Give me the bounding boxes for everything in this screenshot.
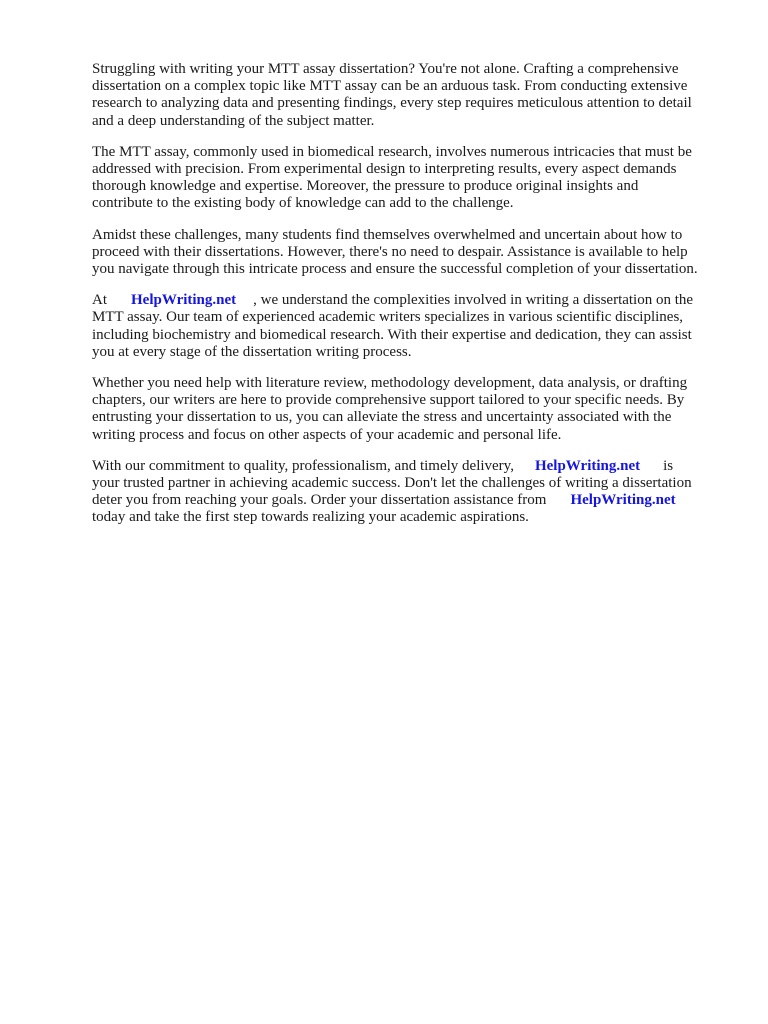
paragraph-helpwriting [92, 292, 722, 361]
text-line: addressed with precision. From experimental design to interpreting results, every aspect demands [92, 161, 677, 178]
document-body [92, 61, 722, 541]
helpwriting-link[interactable]: HelpWriting.net [570, 492, 676, 509]
text-fragment: is [663, 457, 674, 474]
text-line: thorough knowledge and expertise. Moreover, the pressure to produce original insights and [92, 178, 639, 195]
text-fragment: At [92, 292, 107, 309]
text-fragment: , we understand the complexities involved in writing a dissertation on the [253, 292, 694, 309]
paragraph-challenges [92, 227, 722, 279]
text-line: and a deep understanding of the subject matter. [92, 112, 375, 129]
paragraph-mtt-assay [92, 144, 722, 213]
text-line: Struggling with writing your MTT assay dissertation? You're not alone. Crafting a comprehensive [92, 61, 679, 77]
text-fragment: deter you from reaching your goals. Order your dissertation assistance from [92, 492, 547, 509]
text-line: contribute to the existing body of knowledge can add to the challenge. [92, 195, 514, 212]
text-line: you at every stage of the dissertation writing process. [92, 343, 412, 360]
text-line: entrusting your dissertation to us, you can alleviate the stress and uncertainty associated with the [92, 409, 672, 426]
text-line [92, 458, 722, 475]
text-line: Amidst these challenges, many students find themselves overwhelmed and uncertain about how to [92, 226, 683, 243]
text-line: proceed with their dissertations. However, there's no need to despair. Assistance is available to help [92, 243, 688, 260]
text-line: The MTT assay, commonly used in biomedical research, involves numerous intricacies that must be [92, 143, 692, 160]
text-line: your trusted partner in achieving academic success. Don't let the challenges of writing a dissertation [92, 475, 692, 492]
text-line: dissertation on a complex topic like MTT assay can be an arduous task. From conducting extensive [92, 78, 688, 95]
text-line [92, 492, 722, 509]
text-line: Whether you need help with literature review, methodology development, data analysis, or drafting [92, 375, 688, 392]
text-line: chapters, our writers are here to provide comprehensive support tailored to your specific needs. By [92, 392, 685, 409]
text-line: you navigate through this intricate process and ensure the successful completion of your dissertation. [92, 261, 698, 278]
paragraph-closing [92, 458, 722, 527]
text-line [92, 292, 722, 309]
paragraph-services [92, 375, 722, 444]
text-line: MTT assay. Our team of experienced academic writers specializes in various scientific disciplines, [92, 309, 684, 326]
helpwriting-link[interactable]: HelpWriting.net [131, 292, 237, 309]
text-fragment: With our commitment to quality, professionalism, and timely delivery, [92, 457, 514, 474]
paragraph-intro [92, 61, 722, 130]
text-line: research to analyzing data and presenting findings, every step requires meticulous attention to detail [92, 95, 692, 112]
text-line: including biochemistry and biomedical research. With their expertise and dedication, they can assist [92, 326, 692, 343]
text-line: today and take the first step towards realizing your academic aspirations. [92, 509, 529, 526]
text-line: writing process and focus on other aspects of your academic and personal life. [92, 426, 562, 443]
helpwriting-link[interactable]: HelpWriting.net [534, 457, 641, 474]
